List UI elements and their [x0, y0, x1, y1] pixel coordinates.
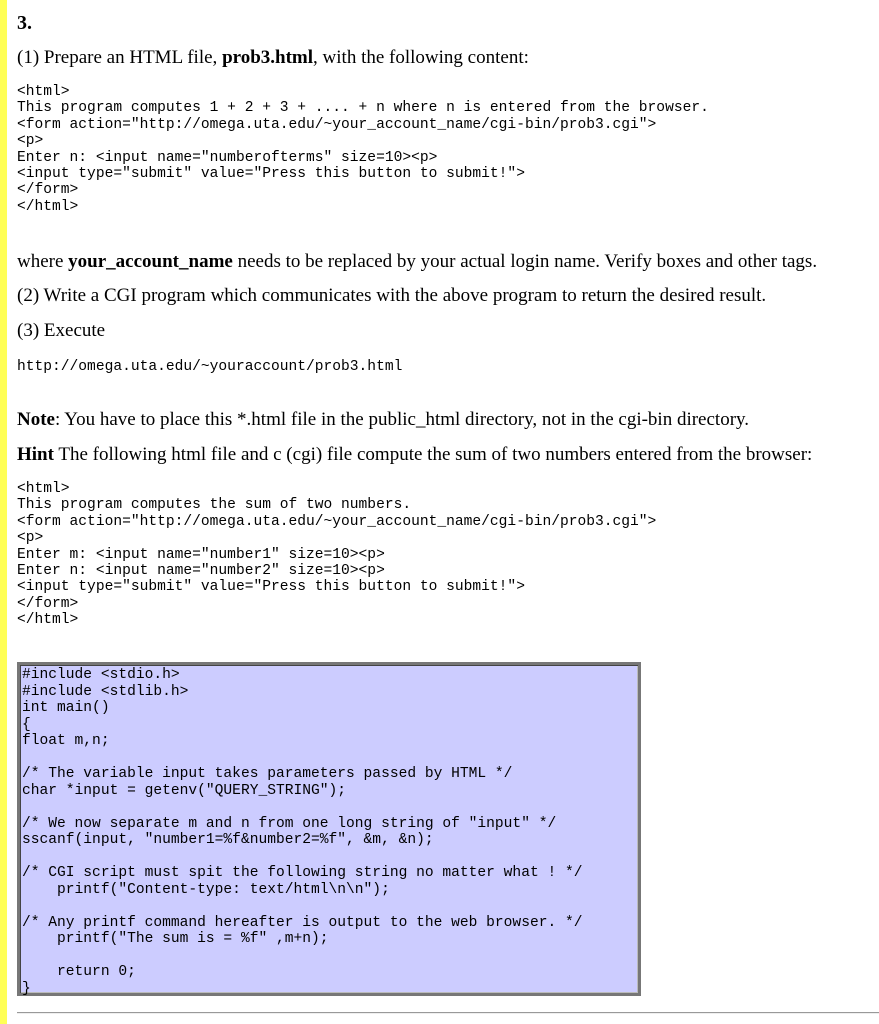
c-code-box	[17, 662, 641, 996]
note-label: Note	[17, 409, 55, 430]
html-code-block-1: <html> This program computes 1 + 2 + 3 + .... + n where n is entered from the browser. <form action="http://omega.uta.edu/~your_account_name/cgi-bin/prob3.cgi"> <p> Enter n: <input name="numberofterms" size=10><p> <input type="submit" value="Press this button to submit!"> </form> </html>	[17, 84, 709, 215]
execute-url: http://omega.uta.edu/~youraccount/prob3.html	[17, 359, 403, 375]
part1-suffix: , with the following content:	[313, 47, 529, 68]
html-code-block-2: <html> This program computes the sum of two numbers. <form action="http://omega.uta.edu/~your_account_name/cgi-bin/prob3.cgi"> <p> Enter m: <input name="number1" size=10><p> Enter n: <input name="number2" size=10><p> <input type="submit" value="Press this button to submit!"> </form> </html>	[17, 481, 657, 629]
part1-instruction	[17, 47, 529, 69]
hint-label: Hint	[17, 444, 54, 465]
note-text: : You have to place this *.html file in the public_html directory, not in the cgi-bin directory.	[54, 409, 750, 430]
where-prefix: where	[17, 251, 69, 272]
where-bold: your_account_name	[68, 251, 233, 272]
left-accent-bar	[0, 0, 7, 1024]
part1-filename: prob3.html	[222, 47, 314, 68]
where-suffix: needs to be replaced by your actual login name. Verify boxes and other tags.	[232, 251, 818, 272]
part2-instruction: (2) Write a CGI program which communicates with the above program to return the desired result.	[17, 285, 767, 306]
note-line	[17, 409, 749, 431]
c-code-block: #include <stdio.h> #include <stdlib.h> int main() { float m,n; /* The variable input takes parameters passed by HTML */ char *input = getenv("QUERY_STRING"); /* We now separate m and n from one long string of "input" */ sscanf(input, "number1=%f&number2=%f", &m, &n); /* CGI script must spit the following string no matter what ! */ printf("Content-type: text/html\n\n"); /* Any printf command hereafter is output to the web browser. */ printf("The sum is = %f" ,m+n); return 0; }	[22, 667, 583, 997]
horizontal-rule	[17, 1012, 879, 1014]
part1-prefix: (1) Prepare an HTML file,	[17, 47, 223, 68]
hint-line	[17, 444, 812, 466]
where-note	[17, 251, 817, 273]
problem-number: 3.	[17, 12, 32, 34]
part3-instruction: (3) Execute	[17, 320, 106, 341]
hint-text: The following html file and c (cgi) file compute the sum of two numbers entered from the browser:	[53, 444, 813, 465]
